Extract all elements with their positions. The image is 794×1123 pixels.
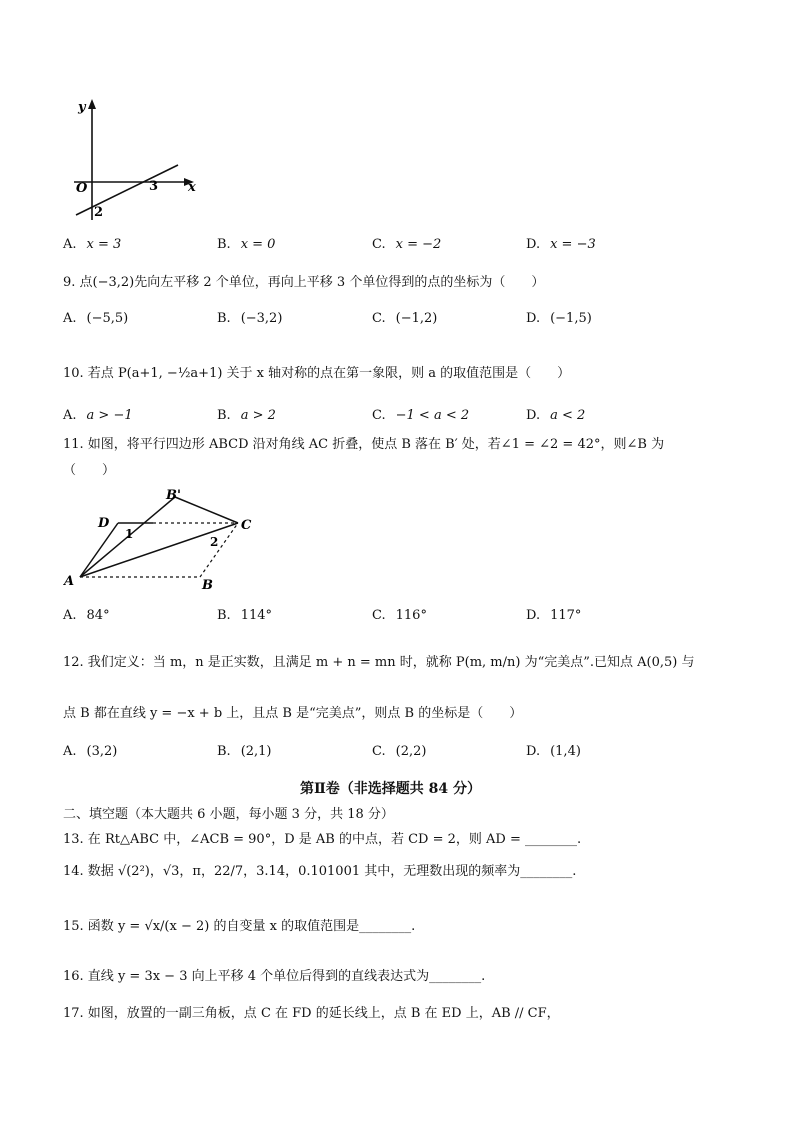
q12-option-a: A. (3,2) <box>63 744 118 759</box>
q11-label-b: B <box>202 578 213 593</box>
q17-text: 17. 如图，放置的一副三角板，点 C 在 FD 的延长线上，点 B 在 ED 上，AB // CF， <box>63 1006 560 1021</box>
q11-option-a: A. 84° <box>63 608 110 623</box>
q8-y-label: y <box>78 100 86 115</box>
section-2-subtitle: 二、填空题（本大题共 6 小题，每小题 3 分，共 18 分） <box>63 807 394 822</box>
q8-x-intercept-label: 3 <box>149 179 159 194</box>
q8-option-c: C. x = −2 <box>372 237 442 252</box>
q9-option-a: A. (−5,5) <box>63 311 129 326</box>
q12-option-d: D. (1,4) <box>526 744 581 759</box>
q12-option-b: B. (2,1) <box>217 744 272 759</box>
q11-option-c: C. 116° <box>372 608 427 623</box>
q11-label-d: D <box>98 516 110 531</box>
q11-text-line1: 11. 如图，将平行四边形 ABCD 沿对角线 AC 折叠，使点 B 落在 B′ 处，若∠1 = ∠2 = 42°，则∠B 为 <box>63 437 665 452</box>
q8-option-d: D. x = −3 <box>526 237 596 252</box>
q11-parallelogram-figure <box>60 485 260 595</box>
q11-angle-2-label: 2 <box>210 535 219 549</box>
q10-option-d: D. a < 2 <box>526 408 586 423</box>
q13-text: 13. 在 Rt△ABC 中，∠ACB = 90°，D 是 AB 的中点，若 CD = 2，则 AD = ________. <box>63 832 582 847</box>
q11-label-b-prime: B' <box>166 488 181 503</box>
section-2-title: 第Ⅱ卷（非选择题共 84 分） <box>300 781 482 797</box>
q11-label-a: A <box>64 574 75 589</box>
q8-graph <box>60 95 210 225</box>
q11-option-d: D. 117° <box>526 608 582 623</box>
q11-label-c: C <box>241 518 252 533</box>
q12-text-line1: 12. 我们定义：当 m，n 是正实数，且满足 m + n = mn 时，就称 P(m, m/n) 为“完美点”.已知点 A(0,5) 与 <box>63 655 695 670</box>
q10-option-b: B. a > 2 <box>217 408 276 423</box>
q12-option-c: C. (2,2) <box>372 744 427 759</box>
q9-option-b: B. (−3,2) <box>217 311 283 326</box>
q9-text: 9. 点(−3,2)先向左平移 2 个单位，再向上平移 3 个单位得到的点的坐标为（ ） <box>63 275 545 290</box>
q12-text-line2: 点 B 都在直线 y = −x + b 上，且点 B 是“完美点”，则点 B 的坐标是（ ） <box>63 706 523 721</box>
q10-option-a: A. a > −1 <box>63 408 133 423</box>
q11-text-line2: （ ） <box>63 463 116 478</box>
q8-y-intercept-label: 2 <box>94 205 104 220</box>
q10-text: 10. 若点 P(a+1, −½a+1) 关于 x 轴对称的点在第一象限，则 a 的取值范围是（ ） <box>63 366 571 381</box>
q11-option-b: B. 114° <box>217 608 273 623</box>
q8-option-a: A. x = 3 <box>63 237 122 252</box>
q8-origin-label: O <box>76 181 88 196</box>
q9-option-d: D. (−1,5) <box>526 311 592 326</box>
q14-text: 14. 数据 √(2²)，√3，π，22/7，3.14，0.101001 其中，无理数出现的频率为________. <box>63 864 577 879</box>
q8-option-b: B. x = 0 <box>217 237 276 252</box>
q8-x-label: x <box>188 180 196 195</box>
q11-angle-1-label: 1 <box>125 527 134 541</box>
q15-text: 15. 函数 y = √x/(x − 2) 的自变量 x 的取值范围是________. <box>63 919 416 934</box>
q10-option-c: C. −1 < a < 2 <box>372 408 470 423</box>
q9-option-c: C. (−1,2) <box>372 311 438 326</box>
q16-text: 16. 直线 y = 3x − 3 向上平移 4 个单位后得到的直线表达式为________. <box>63 969 486 984</box>
